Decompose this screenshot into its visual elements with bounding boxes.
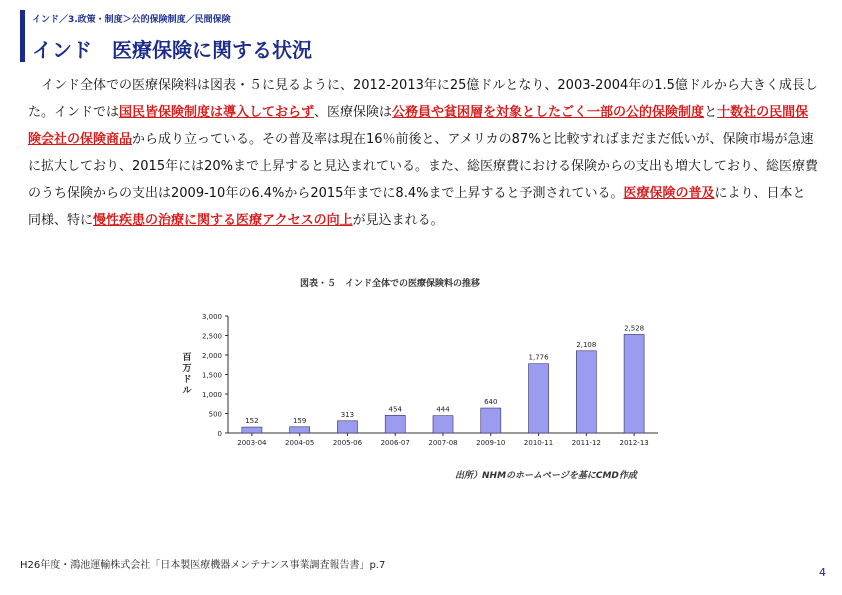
y-tick-label: 500 bbox=[208, 410, 222, 419]
y-tick-label: 2,500 bbox=[201, 332, 222, 341]
x-tick-label: 2011-12 bbox=[571, 439, 601, 447]
body-text-3: と bbox=[704, 105, 718, 120]
page-number: 4 bbox=[819, 566, 826, 579]
y-axis-label-char: ル bbox=[182, 386, 192, 396]
y-tick-label: 1,000 bbox=[201, 391, 222, 399]
bar-2003-04 bbox=[242, 427, 262, 433]
y-tick-label: 2,000 bbox=[201, 352, 222, 360]
highlight-public-insurance: 公務員や貧困層を対象としたごく一部の公的保険制度 bbox=[392, 105, 705, 120]
bar-value-label: 454 bbox=[388, 405, 402, 414]
bar-2004-05 bbox=[290, 427, 310, 433]
bar-2007-08 bbox=[433, 416, 453, 433]
bar-value-label: 313 bbox=[340, 410, 355, 419]
body-text-5: により、日本と同様、特に bbox=[28, 186, 806, 228]
title-accent-bar bbox=[20, 10, 25, 62]
bar-2006-07 bbox=[385, 415, 405, 433]
y-tick-label: 3,000 bbox=[201, 313, 222, 321]
highlight-no-universal-insurance: 国民皆保険制度は導入しておらず bbox=[119, 105, 315, 120]
footer-reference: H26年度・鴻池運輸株式会社「日本製医療機器メンテナンス事業調査報告書」p.7 bbox=[20, 560, 386, 571]
body-text-2: 、医療保険は bbox=[314, 105, 393, 120]
highlight-private-insurers: 十数社の民間保険会社の保険商品 bbox=[28, 105, 809, 147]
body-text-1: インド全体での医療保険料は図表・５に見るように、2012-2013年に25億ドルとなり、2003-2004年の1.5億ドルから大きく成長した。インドでは bbox=[28, 78, 818, 120]
y-axis-label-char: ド bbox=[182, 375, 192, 385]
page-title: インド 医療保険に関する状況 bbox=[32, 38, 312, 62]
bar-value-label: 2,528 bbox=[624, 324, 645, 333]
body-text-6: が見込まれる。 bbox=[352, 213, 444, 228]
highlight-chronic-care-access: 慢性疾患の治療に関する医療アクセスの向上 bbox=[93, 213, 353, 228]
bar-value-label: 2,108 bbox=[576, 340, 597, 349]
bar-value-label: 1,776 bbox=[528, 353, 549, 362]
x-tick-label: 2007-08 bbox=[428, 439, 458, 447]
bar-value-label: 444 bbox=[436, 405, 450, 414]
bar-2009-10 bbox=[481, 408, 501, 433]
x-tick-label: 2012-13 bbox=[619, 439, 649, 447]
y-tick-label: 1,500 bbox=[201, 371, 222, 380]
x-tick-label: 2005-06 bbox=[332, 439, 363, 447]
body-text-4: から成り立っている。その普及率は現在16％前後と、アメリカの87%と比較すればまだまだ低いが、保険市場が急速に拡大しており、2015年には20%まで上昇すると見込まれている。また、総医療費における保険からの支出も増大しており、総医療費のうち保険からの支出は2009-10年の6.4%から2015年までに8.4%まで上昇すると予測されている。 bbox=[28, 132, 818, 201]
highlight-insurance-spread: 医療保険の普及 bbox=[623, 186, 715, 201]
bar-value-label: 152 bbox=[245, 417, 259, 426]
bar-value-label: 640 bbox=[484, 398, 498, 407]
body-paragraph bbox=[28, 72, 818, 234]
x-tick-label: 2010-11 bbox=[523, 439, 554, 447]
source-note: 出所）NHMのホームページを基にCMD作成 bbox=[455, 471, 637, 481]
bar-2010-11 bbox=[529, 364, 549, 433]
bar-value-label: 159 bbox=[292, 416, 307, 425]
x-tick-label: 2009-10 bbox=[476, 439, 506, 447]
y-axis-label-char: 万 bbox=[182, 364, 192, 374]
bar-2005-06 bbox=[337, 421, 357, 433]
x-tick-label: 2006-07 bbox=[380, 439, 410, 447]
x-tick-label: 2003-04 bbox=[237, 439, 267, 447]
breadcrumb: インド／3.政策・制度＞公的保険制度／民間保険 bbox=[32, 15, 231, 25]
bar-2012-13 bbox=[624, 334, 644, 433]
y-tick-label: 0 bbox=[217, 430, 222, 438]
x-tick-label: 2004-05 bbox=[285, 439, 315, 447]
chart-title: 図表・５ インド全体での医療保険料の推移 bbox=[300, 279, 481, 289]
premium-bar-chart bbox=[170, 302, 670, 462]
y-axis-label-char: 百 bbox=[182, 353, 192, 363]
bar-2011-12 bbox=[576, 351, 596, 433]
